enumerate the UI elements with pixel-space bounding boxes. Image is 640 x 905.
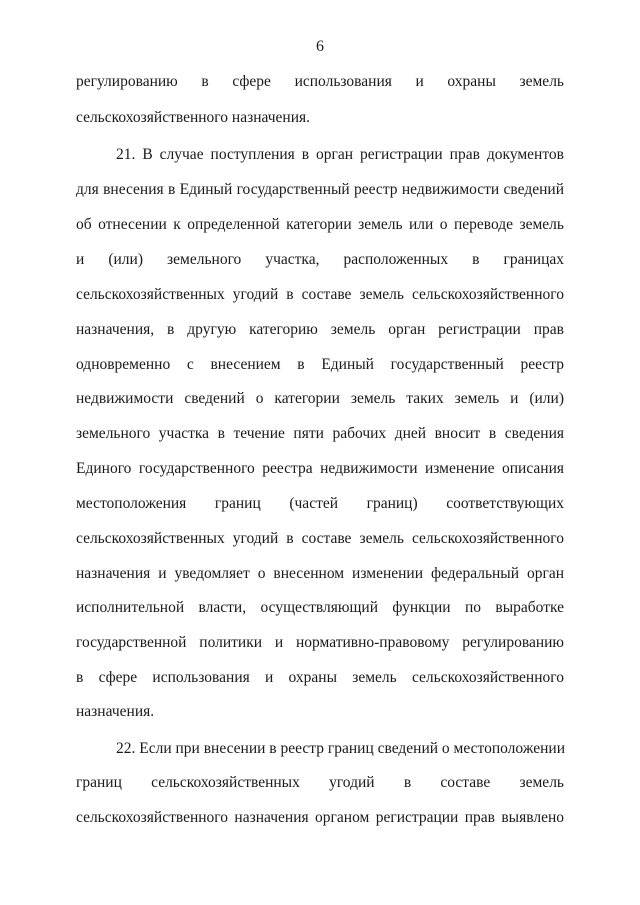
paragraph-21-start: 21. В случае поступления в орган регистрации прав документов bbox=[116, 146, 564, 163]
text-line: Единого государственного реестра недвижимости изменение описания bbox=[76, 460, 564, 477]
text-line: недвижимости сведений о категории земель таких земель и (или) bbox=[76, 390, 564, 407]
text-line: местоположения границ (частей границ) соответствующих bbox=[76, 495, 564, 512]
text-line: сельскохозяйственного назначения. bbox=[76, 109, 311, 126]
text-line: назначения, в другую категорию земель орган регистрации прав bbox=[76, 321, 564, 338]
text-line: сельскохозяйственных угодий в составе земель сельскохозяйственного bbox=[76, 530, 564, 547]
text-line: об отнесении к определенной категории земель или о переводе земель bbox=[76, 216, 564, 233]
text-line: границ сельскохозяйственных угодий в составе земель bbox=[76, 774, 564, 791]
text-line: назначения и уведомляет о внесенном изменении федеральный орган bbox=[76, 565, 564, 582]
text-line: государственной политики и нормативно-правовому регулированию bbox=[76, 634, 564, 651]
page-number: 6 bbox=[316, 38, 324, 55]
text-line: и (или) земельного участка, расположенных в границах bbox=[76, 251, 564, 268]
text-line: исполнительной власти, осуществляющий функции по выработке bbox=[76, 599, 564, 616]
text-line: регулированию в сфере использования и охраны земель bbox=[76, 73, 564, 90]
text-line: для внесения в Единый государственный реестр недвижимости сведений bbox=[76, 181, 564, 198]
text-line: одновременно с внесением в Единый государственный реестр bbox=[76, 356, 564, 373]
text-line: сельскохозяйственных угодий в составе земель сельскохозяйственного bbox=[76, 286, 564, 303]
paragraph-22-start: 22. Если при внесении в реестр границ сведений о местоположении bbox=[116, 740, 566, 757]
text-line: в сфере использования и охраны земель сельскохозяйственного bbox=[76, 669, 564, 686]
text-line: земельного участка в течение пяти рабочих дней вносит в сведения bbox=[76, 425, 564, 442]
text-line: сельскохозяйственного назначения органом регистрации прав выявлено bbox=[76, 809, 564, 826]
text-line: назначения. bbox=[76, 703, 155, 720]
